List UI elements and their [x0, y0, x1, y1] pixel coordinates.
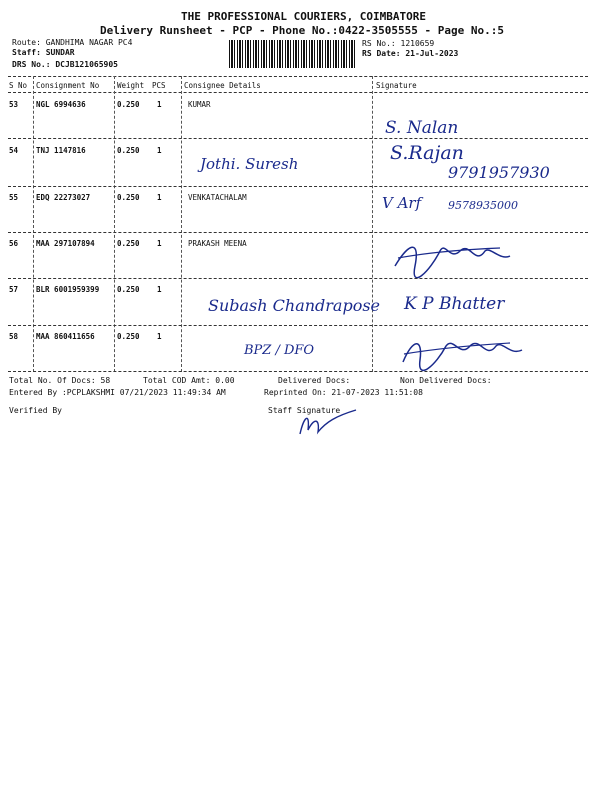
col-divider [33, 76, 34, 372]
rs-number: RS No.: 1210659 [362, 39, 435, 48]
row-pcs: 1 [157, 332, 162, 341]
signature-scribble [398, 330, 528, 370]
row-consignment: TNJ 1147816 [36, 146, 86, 155]
row-weight: 0.250 [117, 100, 140, 109]
verified-by-label: Verified By [9, 406, 62, 415]
row-consignment: BLR 6001959399 [36, 285, 100, 294]
col-consignment: Consignment No [36, 81, 100, 90]
total-docs: Total No. Of Docs: 58 [9, 376, 111, 385]
row-rule [8, 232, 588, 233]
drs-number: DRS No.: DCJB121065905 [12, 60, 118, 69]
reprinted-on: Reprinted On: 21-07-2023 11:51:08 [264, 388, 423, 397]
row-sno: 53 [9, 100, 19, 109]
row-consignee: PRAKASH MEENA [188, 239, 247, 248]
row-pcs: 1 [157, 100, 162, 109]
barcode-image [229, 40, 357, 68]
row-rule [8, 278, 588, 279]
col-divider [372, 76, 373, 372]
total-cod: Total COD Amt: 0.00 [143, 376, 235, 385]
row-weight: 0.250 [117, 146, 140, 155]
row-sno: 54 [9, 146, 19, 155]
col-consignee: Consignee Details [184, 81, 261, 90]
row-rule [8, 325, 588, 326]
row-rule [8, 138, 588, 139]
table-bottom-rule [8, 371, 588, 372]
handwritten-signature: S.Rajan [390, 142, 464, 164]
row-consignment: EDQ 22273027 [36, 193, 91, 202]
handwritten-consignee: BPZ / DFO [244, 343, 315, 358]
handwritten-signature: V Arf [382, 194, 422, 212]
non-delivered-docs: Non Delivered Docs: [400, 376, 492, 385]
handwritten-phone: 9791957930 [448, 163, 550, 182]
table-top-rule [8, 76, 588, 77]
staff-signature-label: Staff Signature [268, 406, 341, 415]
row-pcs: 1 [157, 285, 162, 294]
row-sno: 55 [9, 193, 19, 202]
col-divider [181, 76, 182, 372]
handwritten-consignee: Jothi. Suresh [200, 155, 299, 173]
row-rule [8, 186, 588, 187]
company-name: THE PROFESSIONAL COURIERS, COIMBATORE [181, 10, 427, 23]
handwritten-signature: S. Nalan [385, 118, 459, 138]
row-consignee: VENKATACHALAM [188, 193, 247, 202]
handwritten-signature: K P Bhatter [404, 294, 505, 314]
row-consignee: KUMAR [188, 100, 211, 109]
table-header-rule [8, 92, 588, 93]
handwritten-phone: 9578935000 [448, 199, 518, 212]
rs-date: RS Date: 21-Jul-2023 [362, 49, 459, 58]
row-weight: 0.250 [117, 285, 140, 294]
route-label: Route: GANDHIMA NAGAR PC4 [12, 38, 133, 47]
handwritten-consignee: Subash Chandrapose [208, 296, 381, 315]
signature-scribble [390, 236, 520, 276]
col-weight: Weight [117, 81, 145, 90]
row-weight: 0.250 [117, 332, 140, 341]
row-sno: 57 [9, 285, 19, 294]
delivered-docs: Delivered Docs: [278, 376, 351, 385]
row-weight: 0.250 [117, 193, 140, 202]
row-sno: 58 [9, 332, 19, 341]
row-consignment: NGL 6994636 [36, 100, 86, 109]
row-pcs: 1 [157, 146, 162, 155]
col-signature: Signature [376, 81, 417, 90]
row-pcs: 1 [157, 193, 162, 202]
col-pcs: PCS [152, 81, 166, 90]
entered-by: Entered By :PCPLAKSHMI 07/21/2023 11:49:34 AM [9, 388, 226, 397]
row-consignment: MAA 297107894 [36, 239, 95, 248]
col-divider [114, 76, 115, 372]
row-pcs: 1 [157, 239, 162, 248]
runsheet-title: Delivery Runsheet - PCP - Phone No.:0422-3505555 - Page No.:5 [100, 24, 504, 37]
row-sno: 56 [9, 239, 19, 248]
staff-signature-scribble [296, 408, 366, 438]
row-weight: 0.250 [117, 239, 140, 248]
col-sno: S No [9, 81, 28, 90]
staff-label: Staff: SUNDAR [12, 48, 75, 57]
row-consignment: MAA 860411656 [36, 332, 95, 341]
